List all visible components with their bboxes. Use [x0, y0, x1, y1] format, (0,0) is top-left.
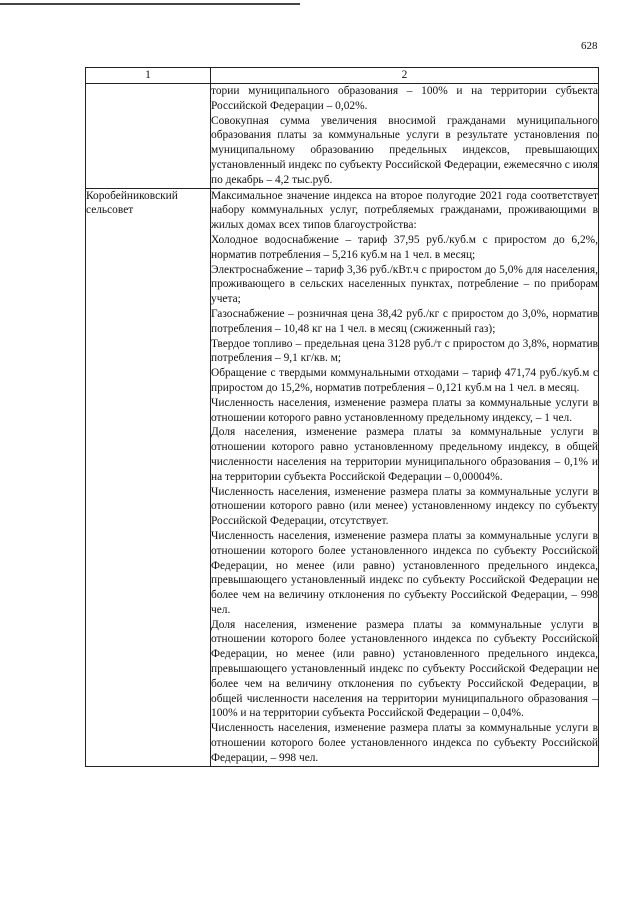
paragraph: Численность населения, изменение размера платы за коммунальные услуги в отношении которого равно установленному предельному индексу, – 1 чел. — [211, 396, 598, 424]
municipality-name-cell: Коробейниковский сельсовет — [86, 188, 211, 766]
page-number: 628 — [581, 40, 598, 52]
paragraph: Холодное водоснабжение – тариф 37,95 руб./куб.м с приростом до 6,2%, норматив потребления – 5,216 куб.м на 1 чел. в месяц; — [211, 233, 598, 261]
municipality-name-cell — [86, 84, 211, 189]
paragraph: Газоснабжение – розничная цена 38,42 руб./кг с приростом до 3,0%, норматив потребления – 10,48 кг на 1 чел. в месяц (сжиженный газ); — [211, 307, 598, 335]
paragraph: Доля населения, изменение размера платы за коммунальные услуги в отношении которого равно установленному предельному индексу, в общей численности населения на территории муниципального образования – 0,1% и на территории субъекта Российской Федерации – 0,00004%. — [211, 426, 598, 483]
paragraph: Твердое топливо – предельная цена 3128 руб./т с приростом до 3,8%, норматив потребления – 9,1 кг/кв. м; — [211, 337, 598, 365]
table-row — [86, 188, 599, 766]
paragraph: Максимальное значение индекса на второе полугодие 2021 года соответствует набору коммунальных услуг, потребляемых гражданами, проживающими в жилых домах всех типов благоустройства: — [211, 189, 598, 232]
table-header-row — [86, 68, 599, 84]
paragraph: тории муниципального образования – 100% и на территории субъекта Российской Федерации – 0,02%. — [211, 85, 598, 112]
document-table — [85, 67, 599, 767]
paragraph: Доля населения, изменение размера платы за коммунальные услуги в отношении которого более установленного индекса по субъекту Российской Федерации, но менее (или равно) установленного предельного индекса, превышающего установленный индекс по субъекту Российской Федерации не более чем на величину отклонения по субъекту Российской Федерации, в общей численности населения на территории муниципального образования – 100% и на территории субъекта Российской Федерации – 0,04%. — [211, 618, 598, 720]
paragraph: Обращение с твердыми коммунальными отходами – тариф 471,74 руб./куб.м с приростом до 15,2%, норматив потребления – 0,121 куб.м на 1 чел. в месяц. — [211, 367, 598, 394]
paragraph: Численность населения, изменение размера платы за коммунальные услуги в отношении которого равно (или менее) установленному индексу по субъекту Российской Федерации, отсутствует. — [211, 485, 598, 528]
column-header-2: 2 — [211, 68, 599, 84]
description-cell — [211, 84, 599, 189]
column-header-1: 1 — [86, 68, 211, 84]
paragraph: Численность населения, изменение размера платы за коммунальные услуги в отношении которого более установленного индекса по субъекту Российской Федерации, но менее (или равно) установленного предельного индекса, превышающего установленный индекс по субъекту Российской Федерации не более чем на величину отклонения по субъекту Российской Федерации, – 998 чел. — [211, 529, 598, 616]
paragraph: Численность населения, изменение размера платы за коммунальные услуги в отношении которого более установленного индекса по субъекту Российской Федерации, – 998 чел. — [211, 722, 598, 764]
top-rule-line — [0, 3, 300, 5]
paragraph: Совокупная сумма увеличения вносимой гражданами муниципального образования платы за коммунальные услуги в результате установления по муниципальному образованию предельных индексов, превышающих установленный индекс по субъекту Российской Федерации, ежемесячно с июля по декабрь – 4,2 тыс.руб. — [211, 114, 598, 186]
description-cell — [211, 188, 599, 766]
table-row — [86, 84, 599, 189]
paragraph: Электроснабжение – тариф 3,36 руб./кВт.ч с приростом до 5,0% для населения, проживающего в сельских населенных пунктах, потребление – по приборам учета; — [211, 263, 598, 306]
